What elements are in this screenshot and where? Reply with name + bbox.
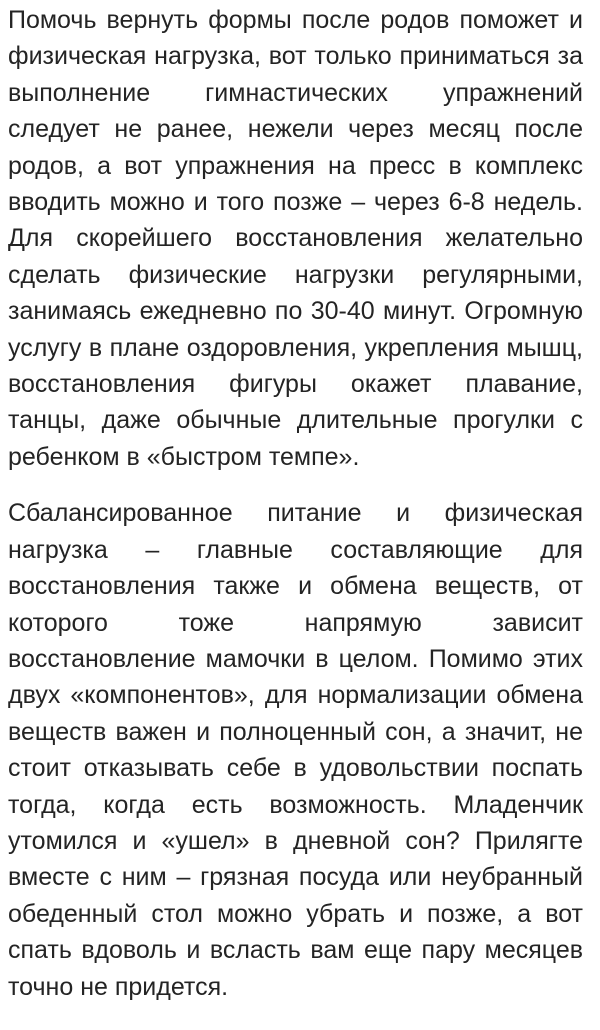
article-paragraph-nutrition-sleep: Сбалансированное питание и физическая нагрузка – главные составляющие для восстановления также и обмена веществ, от которого тоже напрямую зависит восстановление мамочки в целом. Помимо этих двух «компонентов», для нормализации обмена веществ важен и полноценный сон, а значит, не стоит отказывать себе в удовольствии поспать тогда, когда есть возможность. Младенчик утомился и «ушел» в дневной сон? Прилягте вместе с ним – грязная посуда или неубранный обеденный стол можно убрать и позже, а вот спать вдоволь и всласть вам еще пару месяцев точно не придется. <box>8 499 583 1001</box>
article-paragraph-exercise: Помочь вернуть формы после родов поможет и физическая нагрузка, вот только приниматься за выполнение гимнастических упражнений следует не ранее, нежели через месяц после родов, а вот упражнения на пресс в комплекс вводить можно и того позже – через 6-8 недель. Для скорейшего восстановления желательно сделать физические нагрузки регулярными, занимаясь ежедневно по 30-40 минут. Огромную услугу в плане оздоровления, укрепления мышц, восстановления фигуры окажет плавание, танцы, даже обычные длительные прогулки с ребенком в «быстром темпе». <box>8 6 583 471</box>
article-body <box>8 2 583 1005</box>
